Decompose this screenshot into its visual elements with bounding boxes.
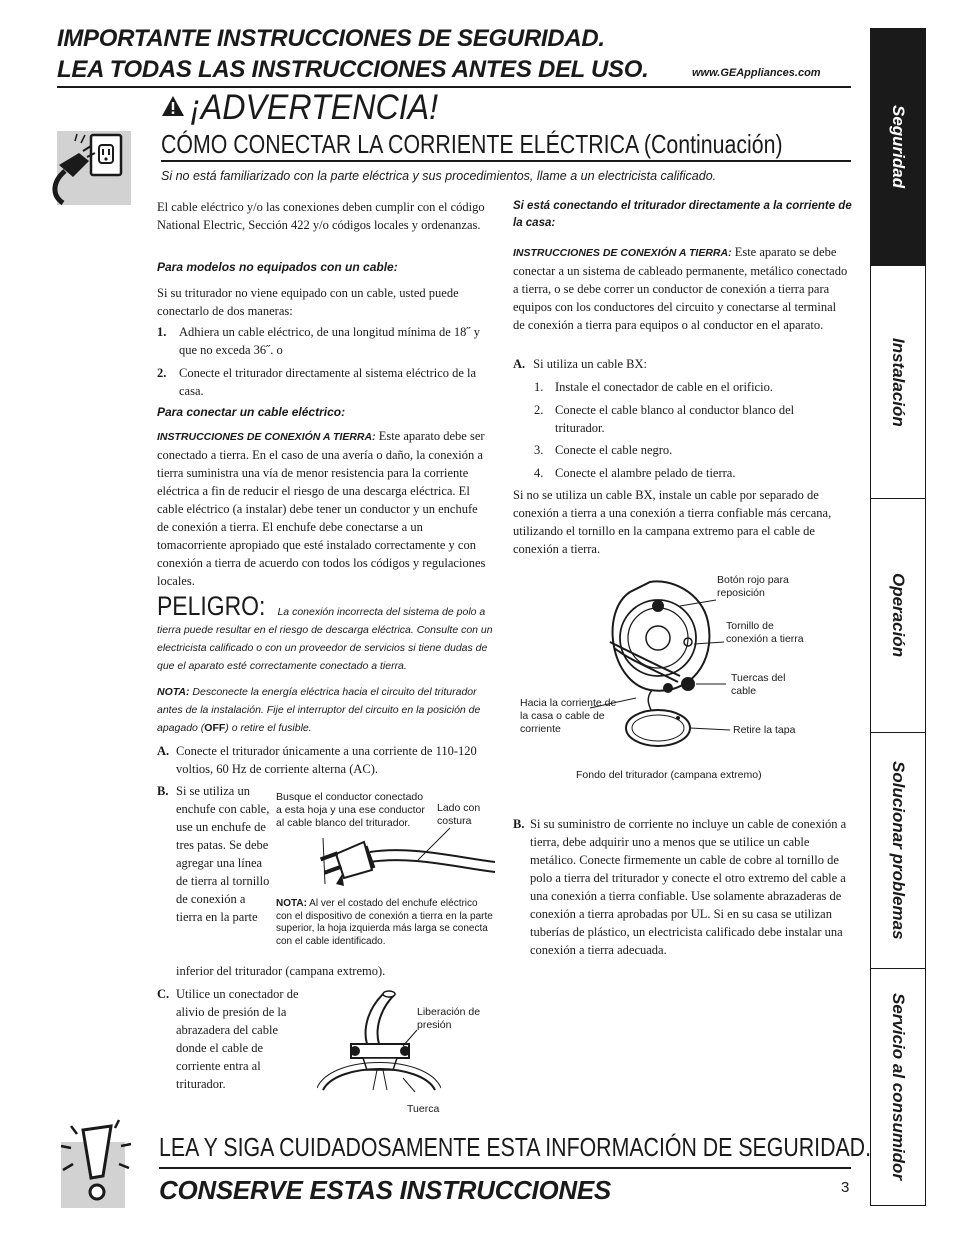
step-text: Utilice un conectador de alivio de presión de la abrazadera del cable donde el cable de corriente entra al triturador. <box>176 987 299 1091</box>
bx-note: Si no se utiliza un cable BX, instale un cable por separado de conexión a tierra a una conexión a tierra confiable más cercana, utilizando el tornillo en la campana extremo para el cable de conexión a tierra. <box>513 488 832 556</box>
reset-button-label: Botón rojo para reposición <box>717 574 789 599</box>
tab-label: Operación <box>889 573 908 658</box>
tab-solucionar-problemas[interactable] <box>871 733 925 968</box>
relief-label: Liberación de presión <box>417 1006 481 1031</box>
list-number: 1. <box>157 325 167 339</box>
tab-operacion[interactable] <box>871 499 925 732</box>
grounding-label: INSTRUCCIONES DE CONEXIÓN A TIERRA: <box>513 247 732 259</box>
wire-nuts-label: Tuercas del cable <box>731 672 786 697</box>
warning-triangle-icon <box>161 95 185 117</box>
step-b-right <box>513 815 851 959</box>
footer-line-1: LEA Y SIGA CUIDADOSAMENTE ESTA INFORMACIÓN DE SEGURIDAD. <box>159 1132 872 1162</box>
connect-heading: Para conectar un cable eléctrico: <box>157 405 346 419</box>
step-letter: B. <box>157 784 169 798</box>
step-b-tail: inferior del triturador (campana extremo). <box>176 964 386 978</box>
bx-step <box>534 441 834 459</box>
step-b <box>157 782 271 926</box>
grounding-label: INSTRUCCIONES DE CONEXIÓN A TIERRA: <box>157 431 376 443</box>
nota-label: NOTA: <box>157 686 190 698</box>
tab-instalacion[interactable] <box>871 266 925 498</box>
plug-diagram <box>300 826 495 898</box>
list-item <box>157 323 493 359</box>
models-heading: Para modelos no equipados con un cable: <box>157 260 398 274</box>
step-letter: B. <box>513 817 525 831</box>
bx-step-text: Conecte el alambre pelado de tierra. <box>555 466 736 480</box>
electric-plug-icon <box>57 131 131 205</box>
plug-nota-text: Al ver el costado del enchufe eléctrico con el dispositivo de conexión a tierra en la parte superior, la hoja izquierda más larga se conecta con el cable identificado. <box>276 898 493 947</box>
bx-step-text: Conecte el cable negro. <box>555 443 673 457</box>
intro-paragraph: El cable eléctrico y/o las conexiones deben cumplir con el código National Electric, Sección 422 y/o códigos locales y ordenanzas. <box>157 200 485 232</box>
grounding-text: Este aparato se debe conectar a un sistema de cableado permanente, metálico conectado a tierra, o se debe correr un conductor de conexión a tierra para equipos con los conductores del circuito y conectarse al terminal de conexión a tierra para equipos o al conductor en el aparato. <box>513 245 848 332</box>
bx-step-number: 2. <box>534 403 544 417</box>
step-letter: C. <box>157 987 170 1001</box>
footer-line-2: CONSERVE ESTAS INSTRUCCIONES <box>159 1175 611 1205</box>
nut-label: Tuerca <box>407 1103 440 1115</box>
warning-note: Si no está familiarizado con la parte eléctrica y sus procedimientos, llame a un electricista calificado. <box>161 169 717 183</box>
models-paragraph: Si su triturador no viene equipado con un cable, usted puede conectarlo de dos maneras: <box>157 286 459 318</box>
list-item <box>157 364 493 400</box>
step-text: Si utiliza un cable BX: <box>533 357 648 371</box>
nota-off: OFF <box>204 722 226 734</box>
tab-label: Servicio al consumidor <box>889 993 908 1181</box>
grounding-paragraph <box>157 427 491 590</box>
bx-step-number: 1. <box>534 380 544 394</box>
tab-servicio-al-consumidor[interactable] <box>871 969 925 1205</box>
danger-label: PELIGRO: <box>157 591 266 621</box>
step-text: Conecte el triturador únicamente a una corriente de 110-120 voltios, 60 Hz de corriente alterna (AC). <box>176 744 477 776</box>
nota-block <box>157 683 493 737</box>
list-text: Conecte el triturador directamente al sistema eléctrico de la casa. <box>179 366 477 398</box>
tab-seguridad[interactable] <box>871 28 925 266</box>
direct-grounding-paragraph <box>513 243 849 334</box>
bx-step <box>534 378 834 396</box>
tab-label: Seguridad <box>889 105 908 189</box>
step-letter: A. <box>513 357 526 371</box>
website-url[interactable]: www.GEAppliances.com <box>692 67 821 79</box>
step-c <box>157 985 303 1093</box>
danger-block <box>157 591 493 675</box>
plug-seam-label: Lado con costura <box>437 802 481 827</box>
header-line-2: LEA TODAS LAS INSTRUCCIONES ANTES DEL USO. <box>57 56 649 83</box>
tab-label: Solucionar problemas <box>889 761 908 940</box>
footer-rule <box>159 1167 851 1169</box>
house-current-label: Hacia la corriente de la casa o cable de corriente <box>520 697 617 735</box>
list-number: 2. <box>157 366 167 380</box>
diagram-caption: Fondo del triturador (campana extremo) <box>576 769 762 781</box>
step-text: Si se utiliza un enchufe con cable, use un enchufe de tres patas. Se debe agregar una línea de tierra al tornillo de conexión a tierra en la parte <box>176 784 270 924</box>
nota-text-a: Desconecte la energía eléctrica hacia el circuito del triturador antes de la instalación. Fije el interruptor del circuito en la posición de apagado ( <box>157 686 481 734</box>
plug-nota-label: NOTA: <box>276 898 307 909</box>
bx-step <box>534 401 834 437</box>
warning-subtitle: CÓMO CONECTAR LA CORRIENTE ELÉCTRICA (Continuación) <box>161 129 783 159</box>
warning-title: ¡ADVERTENCIA! <box>190 88 439 127</box>
bx-step-text: Conecte el cable blanco al conductor blanco del triturador. <box>555 403 795 435</box>
nota-text-b: ) o retire el fusible. <box>225 722 312 734</box>
bx-step-number: 4. <box>534 466 544 480</box>
list-text: Adhiera un cable eléctrico, de una longitud mínima de 18˝ y que no exceda 36˝. o <box>179 325 480 357</box>
bx-step-a <box>513 355 647 373</box>
danger-text: La conexión incorrecta del sistema de polo a tierra puede resultar en el riesgo de descarga eléctrica. Consulte con un electricista calificado o con un proveedor de servicios si tiene dudas de que el aparato esté correctamente conectado a tierra. <box>157 606 493 672</box>
step-text: Si su suministro de corriente no incluye un cable de conexión a tierra, debe adquirir uno a menos que se utilice un cable metálico. Conecte firmemente un cable de cobre al tornillo de polo a tierra del triturador y conecte el otro extremo del cable a una conexión a tierra confiable. Use solamente abrazaderas de conexión a tierra aprobadas por UL. Si en su casa se utilizan tuberías de plástico, un electricista calificado debe instalar una conexión a tierra adecuada. <box>530 817 847 957</box>
page-number: 3 <box>841 1179 850 1196</box>
header-rule <box>57 86 851 88</box>
tab-label: Instalación <box>889 337 908 427</box>
ground-screw-label: Tornillo de conexión a tierra <box>726 620 804 645</box>
remove-cover-label: Retire la tapa <box>733 724 796 736</box>
bx-step <box>534 464 834 482</box>
bx-step-text: Instale el conectador de cable en el orificio. <box>555 380 773 394</box>
plug-conductor-label: Busque el conductor conectado a esta hoja y una ese conductor al cable blanco del triturador. <box>276 791 425 829</box>
step-a <box>157 742 493 778</box>
step-letter: A. <box>157 744 170 758</box>
warning-rule <box>161 160 851 162</box>
direct-heading: Si está conectando el triturador directamente a la corriente de la casa: <box>513 200 852 229</box>
exclamation-caution-icon <box>57 1116 129 1208</box>
grounding-text: Este aparato debe ser conectado a tierra. En el caso de una avería o daño, la conexión a tierra suministra una vía de menor resistencia para la corriente eléctrica a fin de reducir el riesgo de una descarga eléctrica. El cable eléctrico (a instalar) debe tener un conductor y un enchufe de conexión a tierra. El enchufe debe conectarse a un tomacorriente apropiado que esté instalado correctamente y con conexión a tierra de acuerdo con todos los códigos y regulaciones locales. <box>157 429 486 588</box>
bx-step-number: 3. <box>534 443 544 457</box>
header-line-1: IMPORTANTE INSTRUCCIONES DE SEGURIDAD. <box>57 25 605 52</box>
plug-nota <box>276 898 494 948</box>
